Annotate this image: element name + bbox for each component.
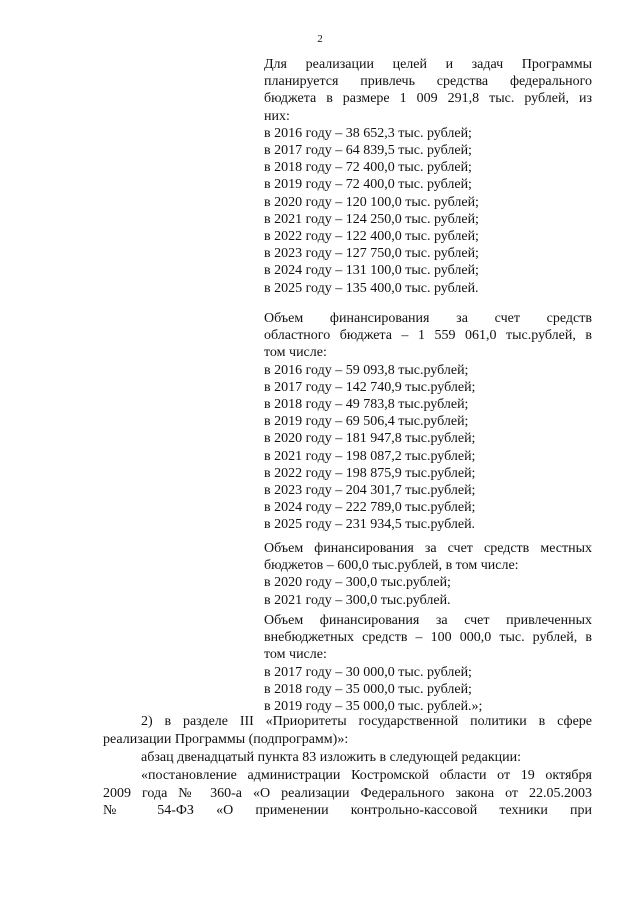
regional-funding-block: [264, 310, 592, 534]
list-item: в 2023 году – 204 301,7 тыс.рублей;: [264, 483, 476, 499]
list-item: в 2020 году – 300,0 тыс.рублей;: [264, 575, 451, 591]
section-amendment-paragraph: [103, 713, 592, 748]
local-intro-last: бюджетов – 600,0 тыс.рублей, в том числе:: [264, 558, 519, 574]
list-item: в 2025 году – 231 934,5 тыс.рублей.: [264, 517, 476, 533]
local-funding-block: [264, 540, 592, 609]
list-item: в 2025 году – 135 400,0 тыс. рублей.: [264, 280, 479, 296]
paragraph-line: 2009 года № 360-а «О реализации Федерального закона от 22.05.2003: [103, 785, 592, 801]
list-item: в 2018 году – 35 000,0 тыс. рублей;: [264, 681, 472, 697]
federal-year-list: [264, 125, 592, 297]
list-item: в 2019 году – 69 506,4 тыс.рублей;: [264, 414, 469, 430]
regional-intro-line: областного бюджета – 1 559 061,0 тыс.рублей, в: [264, 328, 592, 344]
list-item: в 2018 году – 72 400,0 тыс. рублей;: [264, 160, 472, 176]
paragraph-line: № 54-ФЗ «О применении контрольно-кассовой техники при: [103, 803, 592, 819]
extrabudget-intro-line: Объем финансирования за счет привлеченных: [264, 613, 592, 628]
paragraph-line: 2) в разделе III «Приоритеты государственной политики в сфере: [141, 714, 592, 729]
paragraph-line: «постановление администрации Костромской области от 19 октября: [141, 768, 592, 783]
paragraph-line: реализации Программы (подпрограмм)»:: [103, 731, 349, 747]
list-item: в 2021 году – 300,0 тыс.рублей.: [264, 592, 451, 608]
list-item: в 2024 году – 222 789,0 тыс.рублей;: [264, 500, 476, 516]
list-item: в 2019 году – 72 400,0 тыс. рублей;: [264, 177, 472, 193]
list-item: в 2019 году – 35 000,0 тыс. рублей.»;: [264, 699, 483, 715]
list-item: в 2018 году – 49 783,8 тыс.рублей;: [264, 397, 469, 413]
list-item: в 2017 году – 30 000,0 тыс. рублей;: [264, 664, 472, 680]
list-item: в 2017 году – 64 839,5 тыс. рублей;: [264, 143, 472, 159]
extrabudget-intro-line: внебюджетных средств – 100 000,0 тыс. рублей, в: [264, 630, 592, 646]
federal-intro-line: Для реализации целей и задач Программы: [264, 57, 592, 72]
instruction-paragraph: [103, 749, 592, 767]
federal-intro-line: бюджета в размере 1 009 291,8 тыс. рублей, из: [264, 91, 592, 107]
extrabudget-funding-block: [264, 612, 592, 715]
local-year-list: [264, 574, 592, 608]
list-item: в 2024 году – 131 100,0 тыс. рублей;: [264, 263, 479, 279]
list-item: в 2021 году – 198 087,2 тыс.рублей;: [264, 448, 476, 464]
quoted-resolution-paragraph: [103, 767, 592, 820]
list-item: в 2020 году – 181 947,8 тыс.рублей;: [264, 431, 476, 447]
federal-intro-line: планируется привлечь средства федерального: [264, 74, 592, 90]
regional-intro-last: том числе:: [264, 345, 327, 361]
regional-year-list: [264, 362, 592, 534]
list-item: в 2017 году – 142 740,9 тыс.рублей;: [264, 379, 476, 395]
extrabudget-year-list: [264, 664, 592, 716]
list-item: в 2020 году – 120 100,0 тыс. рублей;: [264, 194, 479, 210]
list-item: в 2016 году – 59 093,8 тыс.рублей;: [264, 362, 469, 378]
page-number: 2: [317, 33, 323, 45]
federal-funding-block: [264, 56, 592, 297]
list-item: в 2022 году – 122 400,0 тыс. рублей;: [264, 229, 479, 245]
list-item: в 2022 году – 198 875,9 тыс.рублей;: [264, 465, 476, 481]
extrabudget-intro-last: том числе:: [264, 647, 327, 663]
list-item: в 2016 году – 38 652,3 тыс. рублей;: [264, 125, 472, 141]
paragraph-line: абзац двенадцатый пункта 83 изложить в следующей редакции:: [141, 750, 522, 765]
list-item: в 2023 году – 127 750,0 тыс. рублей;: [264, 246, 479, 262]
local-intro-line: Объем финансирования за счет средств местных: [264, 541, 592, 556]
regional-intro-line: Объем финансирования за счет средств: [264, 311, 592, 326]
federal-intro-last: них:: [264, 108, 290, 124]
list-item: в 2021 году – 124 250,0 тыс. рублей;: [264, 211, 479, 227]
